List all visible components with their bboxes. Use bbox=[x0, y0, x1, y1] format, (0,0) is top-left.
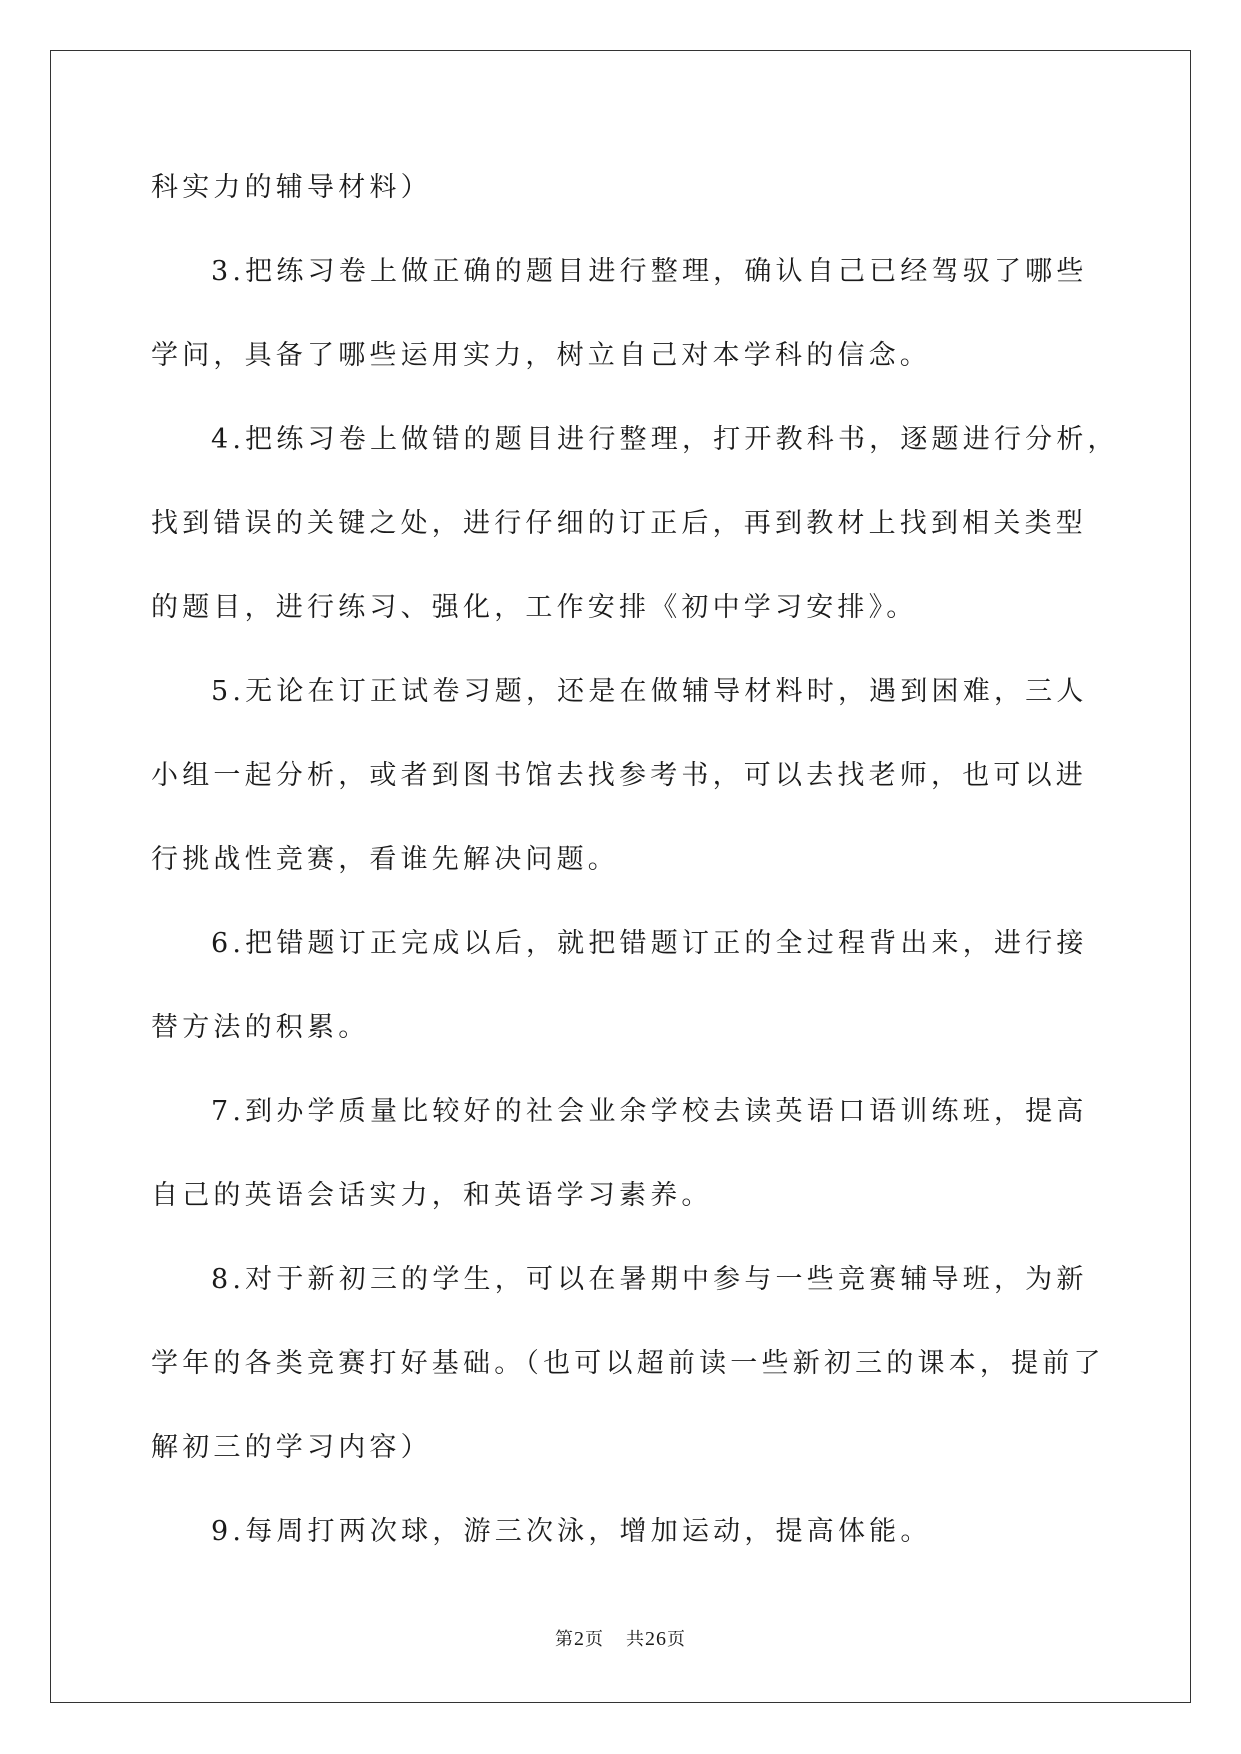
page-label-prefix: 第 bbox=[555, 1629, 574, 1650]
page-label-suffix: 页 bbox=[585, 1629, 604, 1650]
page-number: 2 bbox=[574, 1628, 585, 1650]
text-line: 9.每周打两次球，游三次泳，增加运动，提高体能。 bbox=[211, 1516, 932, 1547]
text-line: 6.把错题订正完成以后，就把错题订正的全过程背出来，进行接 bbox=[211, 928, 1088, 959]
text-line: 找到错误的关键之处，进行仔细的订正后，再到教材上找到相关类型 bbox=[151, 508, 1087, 539]
text-line: 自己的英语会话实力，和英语学习素养。 bbox=[151, 1180, 713, 1211]
total-label-prefix: 共 bbox=[626, 1629, 645, 1650]
document-body bbox=[151, 158, 1119, 1586]
text-line: 8.对于新初三的学生，可以在暑期中参与一些竞赛辅导班，为新 bbox=[211, 1264, 1088, 1295]
text-line: 小组一起分析，或者到图书馆去找参考书，可以去找老师，也可以进 bbox=[151, 760, 1087, 791]
text-line: 4.把练习卷上做错的题目进行整理，打开教科书，逐题进行分析， bbox=[211, 424, 1119, 455]
text-line: 学问，具备了哪些运用实力，树立自己对本学科的信念。 bbox=[151, 340, 931, 371]
text-line: 7.到办学质量比较好的社会业余学校去读英语口语训练班，提高 bbox=[211, 1096, 1088, 1127]
total-pages: 26 bbox=[645, 1628, 667, 1650]
text-line: 5.无论在订正试卷习题，还是在做辅导材料时，遇到困难，三人 bbox=[211, 676, 1088, 707]
text-line: 科实力的辅导材料） bbox=[151, 172, 432, 203]
total-label-suffix: 页 bbox=[667, 1629, 686, 1650]
text-line: 替方法的积累。 bbox=[151, 1012, 370, 1043]
page-footer bbox=[0, 1625, 1241, 1651]
text-line: 学年的各类竞赛打好基础。（也可以超前读一些新初三的课本，提前了 bbox=[151, 1348, 1105, 1379]
text-line: 的题目，进行练习、强化，工作安排《初中学习安排》。 bbox=[151, 592, 918, 623]
text-line: 行挑战性竞赛，看谁先解决问题。 bbox=[151, 844, 619, 875]
text-line: 解初三的学习内容） bbox=[151, 1432, 432, 1463]
text-line: 3.把练习卷上做正确的题目进行整理，确认自己已经驾驭了哪些 bbox=[211, 256, 1088, 287]
